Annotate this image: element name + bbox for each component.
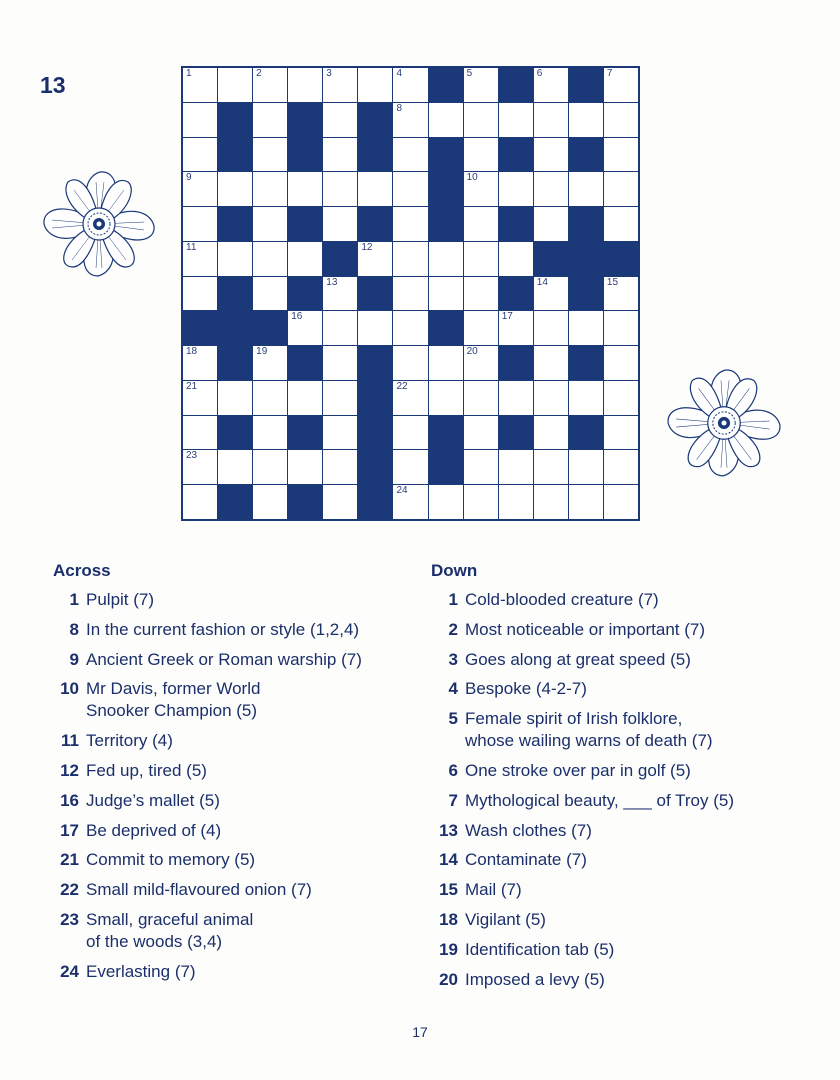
grid-cell[interactable] [253,242,287,276]
clue-text: Contaminate (7) [465,850,587,870]
grid-cell[interactable] [569,450,603,484]
grid-cell[interactable] [358,172,392,206]
grid-cell[interactable] [183,207,217,241]
grid-block [569,416,603,450]
grid-cell[interactable] [358,311,392,345]
clue-text: Wash clothes (7) [465,820,592,840]
grid-cell[interactable] [358,68,392,102]
grid-cell[interactable] [218,68,252,102]
grid-block [288,277,322,311]
grid-block [218,138,252,172]
across-clue [51,730,411,752]
grid-cell[interactable] [323,311,357,345]
grid-cell[interactable] [218,172,252,206]
clue-text: Bespoke (4-2-7) [465,679,587,699]
grid-cell[interactable] [323,103,357,137]
clue-number-label: 19 [256,346,268,358]
grid-cell[interactable] [499,172,533,206]
grid-cell[interactable] [464,103,498,137]
grid-cell[interactable] [323,277,357,311]
grid-cell[interactable] [534,485,568,519]
down-clue [430,820,825,842]
grid-cell[interactable] [499,450,533,484]
grid-block [323,242,357,276]
grid-cell[interactable] [464,485,498,519]
clue-number: 4 [448,679,458,699]
grid-cell[interactable] [393,381,427,415]
grid-block [429,68,463,102]
grid-cell[interactable] [604,416,638,450]
clue-text: Female spirit of Irish folklore, whose wailing warns of death (7) [465,709,713,751]
grid-block [358,381,392,415]
grid-cell[interactable] [183,68,217,102]
clue-number-label: 3 [326,68,332,79]
grid-cell[interactable] [569,172,603,206]
grid-cell[interactable] [604,346,638,380]
clue-text: Fed up, tired (5) [86,760,207,780]
grid-cell[interactable] [604,311,638,345]
clue-number: 11 [61,731,79,751]
grid-cell[interactable] [534,346,568,380]
grid-block [429,311,463,345]
clue-number: 1 [69,590,79,609]
clue-text: Cold-blooded creature (7) [465,590,659,609]
across-clue [51,760,411,782]
grid-cell[interactable] [288,172,322,206]
grid-block [569,242,603,276]
grid-block [569,207,603,241]
clue-number-label: 17 [501,311,513,323]
grid-cell[interactable] [393,172,427,206]
grid-block [288,103,322,137]
grid-cell[interactable] [534,311,568,345]
across-clue [51,961,411,983]
grid-cell[interactable] [183,416,217,450]
grid-cell[interactable] [218,381,252,415]
grid-cell[interactable] [393,450,427,484]
grid-block [288,485,322,519]
grid-block [253,311,287,345]
clue-number-label: 2 [256,68,262,79]
clue-number-label: 18 [186,346,198,358]
grid-block [499,138,533,172]
clue-number-label: 21 [186,380,198,392]
grid-block [358,485,392,519]
grid-block [218,103,252,137]
grid-cell[interactable] [604,172,638,206]
grid-cell[interactable] [183,485,217,519]
grid-cell[interactable] [393,277,427,311]
down-clue [430,849,825,871]
clue-number-label: 23 [186,450,198,462]
grid-cell[interactable] [499,485,533,519]
grid-cell[interactable] [323,172,357,206]
clue-number: 23 [60,909,79,929]
grid-cell[interactable] [464,346,498,380]
clue-text: One stroke over par in golf (5) [465,760,691,780]
grid-cell[interactable] [323,416,357,450]
clue-number: 5 [448,709,458,729]
clue-text: Imposed a levy (5) [465,969,605,989]
grid-cell[interactable] [429,277,463,311]
grid-cell[interactable] [253,68,287,102]
grid-cell[interactable] [253,450,287,484]
clue-text: Territory (4) [86,731,173,751]
flower-illustration-left [38,168,160,280]
clue-text: Most noticeable or important (7) [465,619,705,639]
grid-block [429,207,463,241]
clue-number: 10 [60,679,79,699]
grid-cell[interactable] [323,485,357,519]
grid-cell[interactable] [534,68,568,102]
clue-number-label: 8 [396,102,403,114]
grid-cell[interactable] [604,485,638,519]
grid-block [358,346,392,380]
grid-cell[interactable] [604,207,638,241]
grid-cell[interactable] [604,138,638,172]
grid-cell[interactable] [183,277,217,311]
grid-cell[interactable] [323,207,357,241]
clue-number: 1 [448,590,458,609]
grid-cell[interactable] [393,346,427,380]
grid-cell[interactable] [569,103,603,137]
grid-block [499,277,533,311]
clue-number-label: 6 [536,68,543,79]
grid-cell[interactable] [604,277,638,311]
across-heading: Across [53,561,111,580]
grid-block [569,346,603,380]
down-clue [430,678,825,700]
grid-cell[interactable] [534,381,568,415]
grid-cell[interactable] [464,207,498,241]
clue-number: 13 [439,820,458,840]
across-clue [51,678,411,722]
grid-cell[interactable] [604,103,638,137]
grid-cell[interactable] [323,381,357,415]
clue-number-label: 11 [186,241,197,253]
clue-number: 9 [69,649,79,669]
grid-cell[interactable] [218,450,252,484]
grid-cell[interactable] [183,172,217,206]
grid-cell[interactable] [183,138,217,172]
down-heading: Down [431,561,478,580]
clue-number: 18 [439,909,458,929]
grid-cell[interactable] [429,103,463,137]
grid-cell[interactable] [534,207,568,241]
grid-cell[interactable] [183,242,217,276]
grid-cell[interactable] [499,242,533,276]
grid-cell[interactable] [253,103,287,137]
grid-cell[interactable] [534,103,568,137]
across-clue [51,909,411,953]
down-clue [430,589,825,611]
down-clue [430,619,825,641]
grid-cell[interactable] [569,381,603,415]
grid-cell[interactable] [183,103,217,137]
clue-number-label: 24 [396,485,408,497]
grid-cell[interactable] [393,485,427,519]
grid-cell[interactable] [499,311,533,345]
grid-block [218,346,252,380]
grid-block [358,277,392,311]
grid-cell[interactable] [393,68,427,102]
grid-block [358,138,392,172]
grid-cell[interactable] [464,242,498,276]
grid-cell[interactable] [464,311,498,345]
grid-cell[interactable] [253,138,287,172]
clue-text: Everlasting (7) [86,961,196,981]
down-clue [430,879,825,901]
down-clue [430,939,825,961]
clue-number: 14 [439,850,458,870]
grid-block [499,68,533,102]
clue-number: 8 [69,619,79,639]
across-clue [51,790,411,812]
grid-cell[interactable] [393,311,427,345]
grid-cell[interactable] [534,450,568,484]
grid-block [358,103,392,137]
grid-cell[interactable] [393,103,427,137]
grid-cell[interactable] [323,450,357,484]
down-clue [430,790,825,812]
clue-text: In the current fashion or style (1,2,4) [86,619,360,639]
grid-cell[interactable] [534,138,568,172]
grid-block [218,207,252,241]
grid-cell[interactable] [429,485,463,519]
clue-number: 20 [439,969,458,989]
clue-number: 16 [60,790,79,810]
grid-cell[interactable] [393,138,427,172]
grid-block [218,485,252,519]
grid-cell[interactable] [604,450,638,484]
across-clue-list [51,589,411,991]
grid-block [288,138,322,172]
grid-cell[interactable] [429,242,463,276]
grid-cell[interactable] [534,172,568,206]
grid-block [358,207,392,241]
grid-cell[interactable] [604,381,638,415]
grid-cell[interactable] [183,381,217,415]
grid-block [429,138,463,172]
grid-block [569,138,603,172]
grid-cell[interactable] [429,381,463,415]
grid-block [218,311,252,345]
crossword-grid [181,66,640,521]
across-clue [51,619,411,641]
grid-cell[interactable] [499,381,533,415]
grid-cell[interactable] [429,346,463,380]
clue-text: Vigilant (5) [465,909,546,929]
grid-cell[interactable] [288,311,322,345]
grid-cell[interactable] [393,207,427,241]
grid-block [569,68,603,102]
grid-block [499,346,533,380]
grid-block [358,416,392,450]
grid-block [218,277,252,311]
grid-block [358,450,392,484]
clue-number-label: 9 [186,172,192,184]
clue-number-label: 4 [396,68,403,79]
clue-number-label: 5 [466,68,473,79]
clue-number-label: 14 [536,276,548,288]
clue-number-label: 20 [466,346,478,358]
grid-cell[interactable] [464,277,498,311]
down-clue [430,969,825,991]
grid-block [429,450,463,484]
grid-cell[interactable] [534,416,568,450]
grid-cell[interactable] [464,381,498,415]
clue-text: Identification tab (5) [465,939,615,959]
grid-block [183,311,217,345]
grid-cell[interactable] [253,381,287,415]
grid-cell[interactable] [253,277,287,311]
clue-number: 19 [439,939,458,959]
grid-cell[interactable] [499,103,533,137]
across-clue [51,820,411,842]
down-clue [430,760,825,782]
grid-cell[interactable] [183,450,217,484]
down-clue [430,649,825,671]
grid-block [429,172,463,206]
clue-text: Be deprived of (4) [86,820,222,840]
page-number: 17 [412,1024,428,1040]
grid-block [288,416,322,450]
clue-text: Goes along at great speed (5) [465,649,691,669]
clue-number: 2 [448,619,458,639]
across-clue [51,649,411,671]
clue-text: Commit to memory (5) [86,850,256,870]
grid-cell[interactable] [464,138,498,172]
grid-cell[interactable] [288,68,322,102]
clue-number: 3 [448,649,458,669]
clue-number-label: 15 [606,276,619,288]
grid-cell[interactable] [323,68,357,102]
clue-number-label: 1 [186,68,192,79]
grid-cell[interactable] [288,381,322,415]
grid-cell[interactable] [288,242,322,276]
grid-cell[interactable] [464,416,498,450]
grid-block [499,416,533,450]
grid-cell[interactable] [253,172,287,206]
down-clue-list [430,589,825,998]
grid-block [569,277,603,311]
clue-number: 15 [439,880,458,900]
clue-text: Ancient Greek or Roman warship (7) [86,649,362,669]
clue-text: Judge’s mallet (5) [86,790,220,810]
clue-number-label: 22 [396,380,408,392]
grid-block [218,416,252,450]
grid-cell[interactable] [358,242,392,276]
clue-number: 17 [60,820,79,840]
grid-cell[interactable] [323,346,357,380]
clue-number-label: 13 [326,276,338,288]
grid-block [534,242,568,276]
across-clue [51,879,411,901]
clue-number: 21 [60,850,79,870]
clue-number-label: 10 [466,172,478,184]
clue-number: 7 [448,790,458,810]
across-clue [51,849,411,871]
across-clue [51,589,411,611]
clue-number: 12 [60,760,79,780]
clue-text: Small, graceful animal of the woods (3,4) [86,909,254,951]
grid-cell[interactable] [253,346,287,380]
grid-cell[interactable] [569,485,603,519]
grid-cell[interactable] [604,68,638,102]
grid-block [429,416,463,450]
clue-number-label: 12 [361,241,373,253]
down-clue [430,708,825,752]
clue-text: Mail (7) [465,880,522,900]
grid-cell[interactable] [393,416,427,450]
grid-cell[interactable] [183,346,217,380]
clue-number: 6 [448,760,458,780]
flower-illustration-right [662,366,786,480]
grid-cell[interactable] [323,138,357,172]
grid-cell[interactable] [464,68,498,102]
clue-text: Pulpit (7) [86,590,155,609]
grid-cell[interactable] [569,311,603,345]
grid-block [288,346,322,380]
clue-text: Mr Davis, former World Snooker Champion (5) [86,679,261,721]
grid-cell[interactable] [393,242,427,276]
down-clue [430,909,825,931]
grid-cell[interactable] [253,416,287,450]
grid-block [604,242,638,276]
grid-block [288,207,322,241]
clue-number: 22 [60,880,79,900]
puzzle-number: 13 [40,72,66,98]
grid-cell[interactable] [253,485,287,519]
clue-text: Small mild-flavoured onion (7) [86,880,312,900]
grid-block [499,207,533,241]
clue-number-label: 16 [291,311,303,323]
grid-cell[interactable] [288,450,322,484]
clue-text: Mythological beauty, ___ of Troy (5) [465,790,734,810]
clue-number: 24 [60,961,79,981]
grid-cell[interactable] [464,450,498,484]
grid-cell[interactable] [253,207,287,241]
clue-number-label: 7 [606,68,613,79]
grid-cell[interactable] [464,172,498,206]
grid-cell[interactable] [218,242,252,276]
grid-cell[interactable] [534,277,568,311]
